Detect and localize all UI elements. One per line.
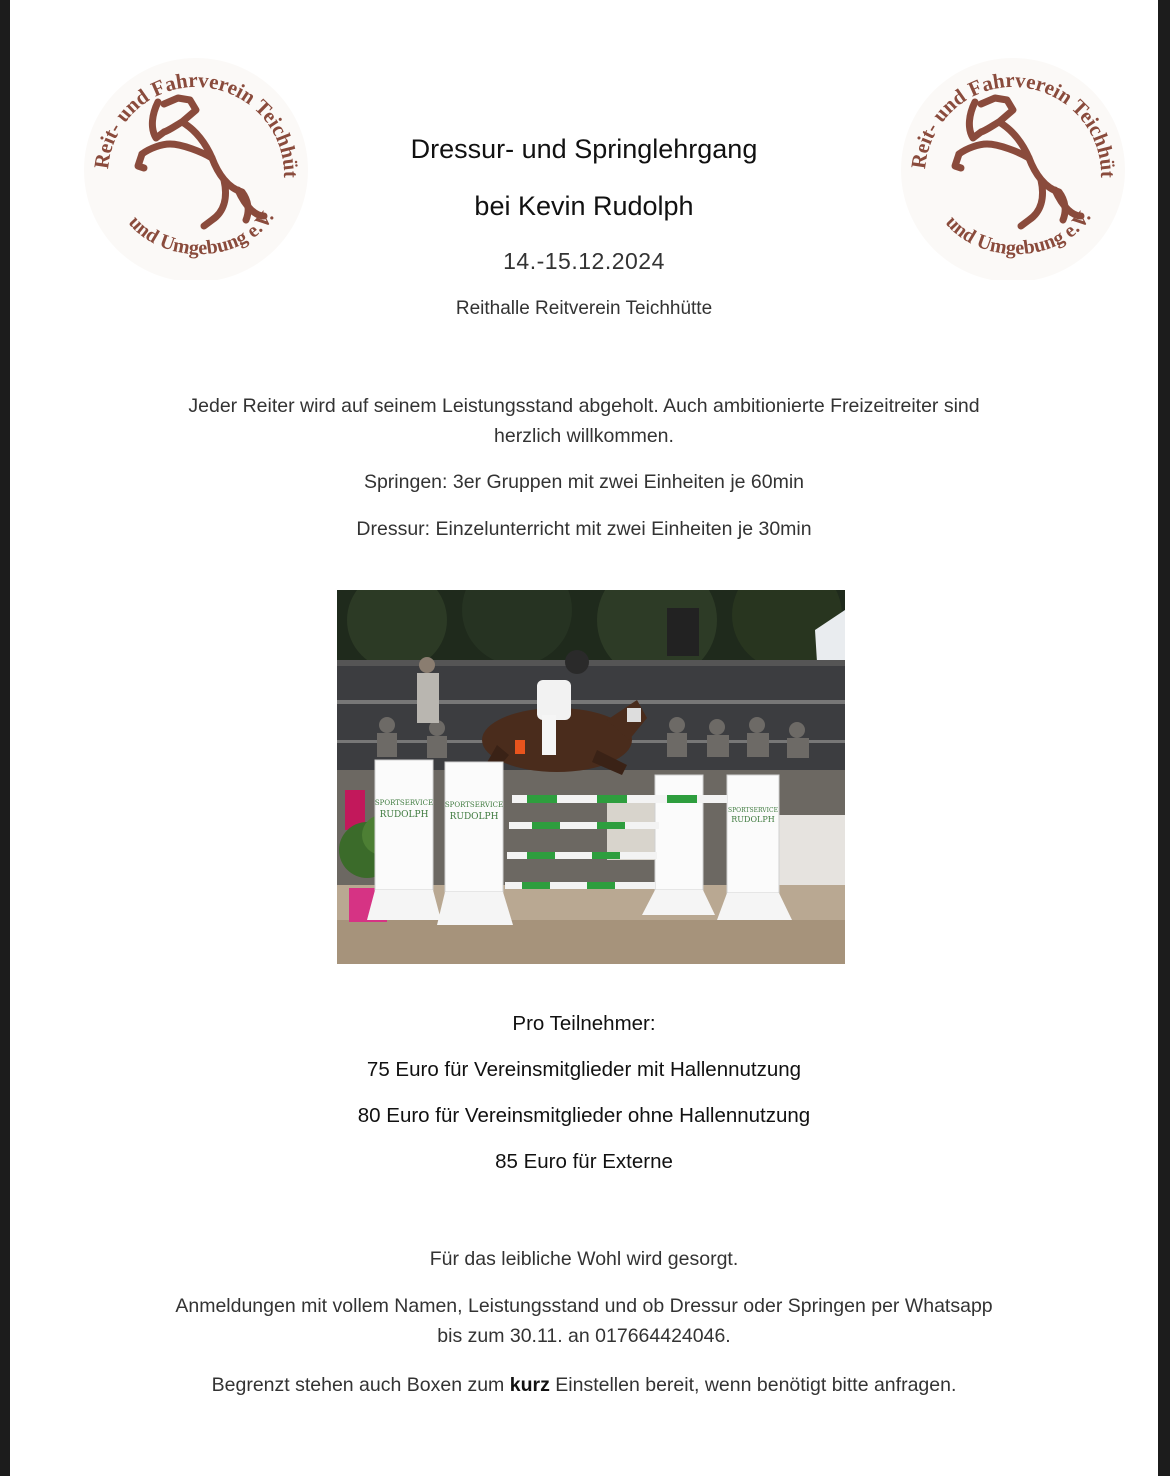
- price-item: 80 Euro für Vereinsmitglieder ohne Hallennutzung: [357, 1104, 811, 1127]
- boxes-note: [10, 1370, 1158, 1400]
- pricing-heading: Pro Teilnehmer:: [512, 1012, 656, 1035]
- svg-text:SPORTSERVICE: SPORTSERVICE: [728, 807, 778, 814]
- boxes-text-before: Begrenzt stehen auch Boxen zum: [211, 1374, 510, 1396]
- price-item: 85 Euro für Externe: [495, 1150, 673, 1173]
- flyer-page: [10, 0, 1158, 1476]
- svg-text:RUDOLPH: RUDOLPH: [379, 810, 429, 820]
- registration-line-2: bis zum 30.11. an 017664424046.: [437, 1325, 731, 1347]
- svg-text:SPORTSERVICE: SPORTSERVICE: [374, 799, 434, 807]
- svg-text:RUDOLPH: RUDOLPH: [731, 815, 775, 824]
- price-item: 75 Euro für Vereinsmitglieder mit Hallennutzung: [366, 1058, 802, 1081]
- svg-text:SPORTSERVICE: SPORTSERVICE: [444, 801, 504, 809]
- event-venue: Reithalle Reitverein Teichhütte: [455, 298, 713, 319]
- show-jumping-image: [337, 590, 845, 964]
- event-date: 14.-15.12.2024: [503, 248, 665, 274]
- logo-bottom-text: und Umgebung e.V.: [941, 207, 1096, 260]
- boxes-text-after: Einstellen bereit, wenn benötigt bitte anfragen.: [549, 1374, 957, 1396]
- logo-bottom-text: und Umgebung e.V.: [124, 207, 279, 260]
- springen-info: Springen: 3er Gruppen mit zwei Einheiten je 60min: [363, 471, 805, 493]
- dressur-info: Dressur: Einzelunterricht mit zwei Einheiten je 30min: [356, 518, 812, 540]
- intro-line-1: Jeder Reiter wird auf seinem Leistungsstand abgeholt. Auch ambitionierte Freizeitreiter sind: [188, 395, 980, 417]
- event-title: Dressur- und Springlehrgang: [410, 134, 758, 164]
- logo-top-text: Reit- und Fahrverein Teichhüt: [906, 67, 1121, 178]
- show-jumping-photo: [337, 590, 845, 964]
- intro-paragraph: [10, 391, 1158, 451]
- intro-line-2: herzlich willkommen.: [494, 425, 674, 447]
- registration-info: [10, 1291, 1158, 1351]
- boxes-text-bold: kurz: [509, 1374, 550, 1396]
- catering-note: Für das leibliche Wohl wird gesorgt.: [429, 1248, 739, 1270]
- svg-text:RUDOLPH: RUDOLPH: [449, 812, 499, 822]
- logo-top-text: Reit- und Fahrverein Teichhüt: [89, 67, 304, 178]
- event-trainer: bei Kevin Rudolph: [474, 191, 694, 221]
- registration-line-1: Anmeldungen mit vollem Namen, Leistungsstand und ob Dressur oder Springen per Whatsapp: [175, 1295, 993, 1317]
